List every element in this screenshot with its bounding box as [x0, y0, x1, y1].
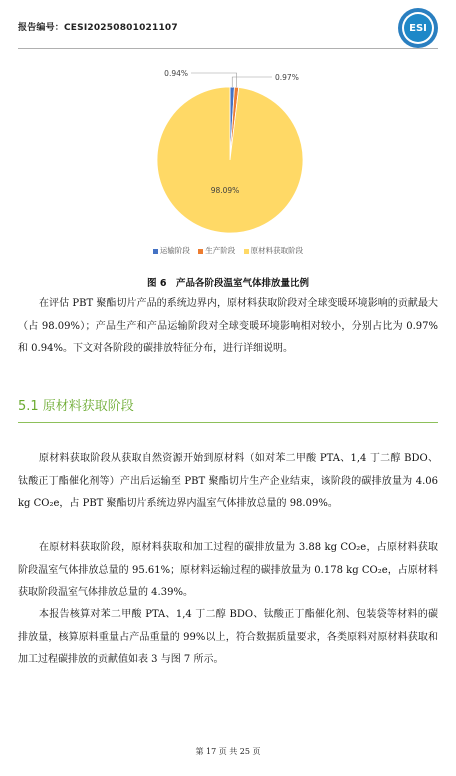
- legend-swatch: [198, 249, 203, 254]
- legend-swatch: [153, 249, 158, 254]
- pie-slice: [157, 87, 303, 233]
- data-label: 0.94%: [164, 69, 188, 78]
- chart-legend: [0, 245, 456, 256]
- section-heading: 5.1 原材料获取阶段: [18, 399, 134, 414]
- cesi-logo: [398, 8, 438, 48]
- header-divider: [18, 48, 438, 49]
- legend-item-raw-material: [244, 245, 304, 256]
- paragraph: 在评估 PBT 聚酯切片产品的系统边界内，原材料获取阶段对全球变暖环境影响的贡献最大（占 98.09%）；产品生产和产品运输阶段对全球变暖环境影响相对较小，分别占比为 0.97%和 0.94%。下文对各阶段的碳排放特征分布，进行详细说明。: [18, 298, 438, 354]
- figure-caption: 图 6 产品各阶段温室气体排放量比例: [147, 278, 309, 289]
- paragraph: 在原材料获取阶段，原材料获取和加工过程的碳排放量为 3.88 kg CO₂e，占原材料获取阶段温室气体排放总量的 95.61%；原材料运输过程的碳排放量为 0.178 kg CO₂e，占原材料获取阶段温室气体排放总量的 4.39%。: [18, 542, 438, 598]
- legend-swatch: [244, 249, 249, 254]
- legend-item-production: [198, 245, 235, 256]
- legend-label: 运输阶段: [159, 246, 190, 255]
- leader-line: [232, 77, 272, 87]
- page-footer: 第 17 页 共 25 页: [195, 747, 261, 756]
- logo-text: ESI: [404, 14, 432, 42]
- pie-chart: [0, 60, 456, 270]
- paragraph: 本报告核算对苯二甲酸 PTA、1,4 丁二醇 BDO、钛酸正丁酯催化剂、包装袋等材料的碳排放量，核算原料重量占产品重量的 99%以上，符合数据质量要求，各类原料对原材料获取和加工过程碳排放的贡献值如表 3 与图 7 所示。: [18, 609, 438, 665]
- pie-chart-svg: [0, 60, 456, 270]
- legend-label: 生产阶段: [205, 246, 236, 255]
- paragraph: 原材料获取阶段从获取自然资源开始到原材料（如对苯二甲酸 PTA、1,4 丁二醇 BDO、钛酸正丁酯催化剂等）产出后运输至 PBT 聚酯切片生产企业结束，该阶段的碳排放量为 4.06 kg CO₂e，占 PBT 聚酯切片系统边界内温室气体排放总量的 98.09%。: [18, 453, 438, 509]
- legend-item-transport: [153, 245, 190, 256]
- legend-label: 原材料获取阶段: [250, 246, 304, 255]
- leader-line: [191, 73, 237, 87]
- data-label: 98.09%: [210, 186, 240, 195]
- data-label: 0.97%: [275, 73, 299, 82]
- section-divider: [18, 422, 438, 423]
- report-number: 报告编号：CESI20250801021107: [18, 23, 178, 33]
